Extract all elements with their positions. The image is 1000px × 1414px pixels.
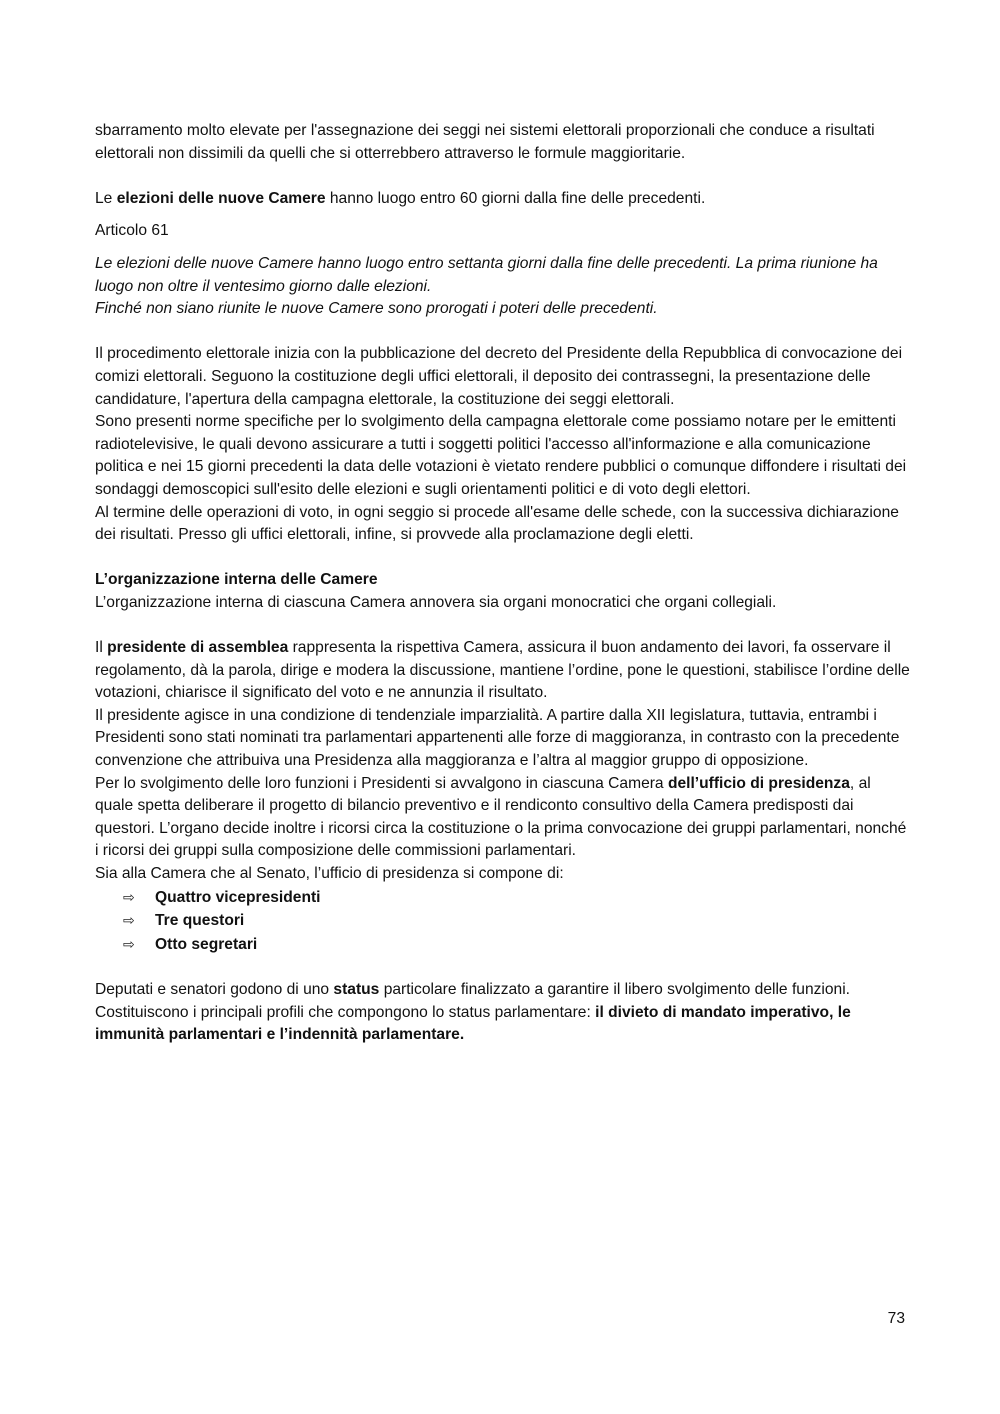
paragraph-ufficio-presidenza: Per lo svolgimento delle loro funzioni i Presidenti si avvalgono in ciascuna Camera dell’ufficio di presidenza, al quale spetta deliberare il progetto di bilancio preventivo e il rendiconto consultivo della Camera predisposti dai questori. L’organo decide inoltre i ricorsi circa la costituzione o la prima convocazione dei gruppi parlamentari, nonché i ricorsi dei gruppi sulla composizione delle commissioni parlamentari. (95, 774, 907, 860)
paragraph-status: Deputati e senatori godono di uno status particolare finalizzato a garantire il libero svolgimento delle funzioni. (95, 980, 851, 998)
paragraph-elezioni-nuove-camere: Le elezioni delle nuove Camere hanno luogo entro 60 giorni dalla fine delle precedenti. (95, 189, 706, 207)
bold-ufficio-presidenza: dell’ufficio di presidenza (667, 774, 850, 792)
document-page (95, 120, 910, 1047)
bold-presidente-assemblea: presidente di assemblea (107, 639, 289, 657)
paragraph-organizzazione-interna: L’organizzazione interna di ciascuna Camera annovera sia organi monocratici che organi collegiali. (95, 593, 777, 611)
list-item: ⇨ Quattro vicepresidenti (123, 886, 910, 910)
paragraph-imparzialita: Il presidente agisce in una condizione di tendenziale imparzialità. A partire dalla XII legislatura, tuttavia, entrambi i Presidenti sono stati nominati tra parlamentari appartenenti alle forze di maggioranza, in contrasto con la precedente convenzione che attribuiva una Presidenza alla maggioranza e l’altra al maggior gruppo di opposizione. (95, 706, 900, 770)
paragraph-operazioni-voto: Al termine delle operazioni di voto, in ogni seggio si procede all'esame delle schede, con la successiva dichiarazione dei risultati. Presso gli uffici elettorali, infine, si provvede alla proclamazione degli eletti. (95, 503, 899, 544)
arrow-right-outline-icon: ⇨ (123, 935, 135, 952)
list-item: ⇨ Tre questori (123, 909, 910, 933)
list-item: ⇨ Otto segretari (123, 933, 910, 957)
paragraph-campagna-elettorale: Sono presenti norme specifiche per lo svolgimento della campagna elettorale come possiamo notare per le emittenti radiotelevisive, le quali devono assicurare a tutti i soggetti politici l'accesso all'informazione e alla comunicazione politica e nei 15 giorni precedenti la data delle votazioni è vietato rendere pubblici o comunque diffondere i risultati dei sondaggi demoscopici sull'esito delle elezioni e sugli orientamenti politici e di voto degli elettori. (95, 413, 907, 498)
paragraph-profili-status: Costituiscono i principali profili che compongono lo status parlamentare: il divieto di mandato imperativo, le immunità parlamentari e l’indennità parlamentare. (95, 1003, 851, 1044)
bold-elezioni-nuove-camere: elezioni delle nuove Camere (116, 189, 326, 207)
article-text-line1: Le elezioni delle nuove Camere hanno luogo entro settanta giorni dalla fine delle precedenti. La prima riunione ha luogo non oltre il ventesimo giorno dalle elezioni. (95, 254, 878, 295)
paragraph-sbarramento: sbarramento molto elevate per l'assegnazione dei seggi nei sistemi elettorali proporzionali che conduce a risultati elettorali non dissimili da quelli che si otterrebbero attraverso le formule maggioritarie. (95, 122, 875, 162)
article-text-line2: Finché non siano riunite le nuove Camere sono prorogati i poteri delle precedenti. (95, 300, 658, 318)
page-number: 73 (887, 1310, 905, 1327)
bold-status: status (333, 980, 380, 998)
article-label: Articolo 61 (95, 222, 169, 240)
paragraph-procedimento-elettorale: Il procedimento elettorale inizia con la pubblicazione del decreto del Presidente della Repubblica di convocazione dei comizi elettorali. Seguono la costituzione degli uffici elettorali, il deposito dei contrassegni, la presentazione delle candidature, l'apertura della campagna elettorale, la costituzione dei seggi elettorali. (95, 345, 903, 408)
arrow-right-outline-icon: ⇨ (123, 888, 135, 905)
bold-profili-status: il divieto di mandato imperativo, le immunità parlamentari e l’indennità parlamentare. (95, 1003, 851, 1044)
arrow-right-outline-icon: ⇨ (123, 912, 135, 929)
paragraph-presidente-assemblea: Il presidente di assemblea rappresenta la rispettiva Camera, assicura il buon andamento dei lavori, fa osservare il regolamento, dà la parola, dirige e modera la discussione, mantiene l’ordine, pone le questioni, stabilisce l’ordine delle votazioni, chiarisce il significato del voto e ne annunzia il risultato. (95, 639, 910, 702)
section-heading: L’organizzazione interna delle Camere (95, 571, 378, 589)
composition-list (95, 886, 910, 957)
paragraph-composizione: Sia alla Camera che al Senato, l’ufficio di presidenza si compone di: (95, 865, 564, 882)
